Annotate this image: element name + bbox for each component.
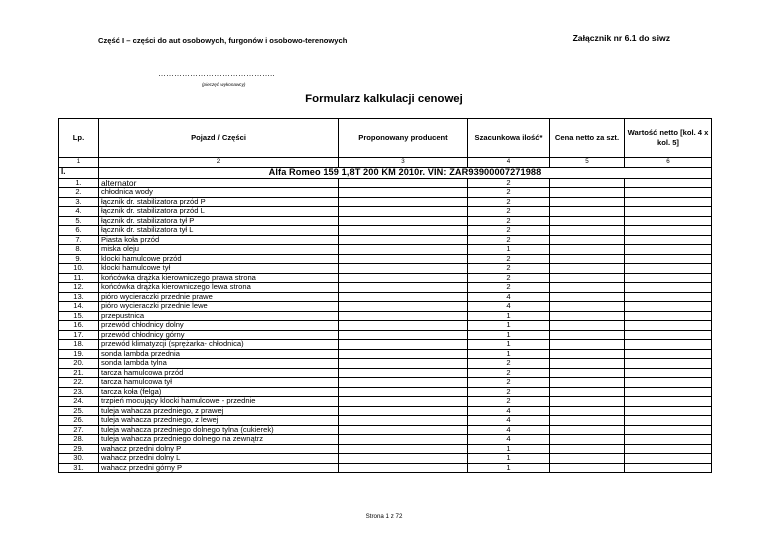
row-part-name: sonda lambda tylna — [99, 359, 339, 369]
row-producer-cell[interactable] — [339, 207, 468, 217]
row-net-value-cell[interactable] — [625, 397, 712, 407]
row-producer-cell[interactable] — [339, 292, 468, 302]
row-quantity: 1 — [468, 463, 550, 473]
table-row — [59, 425, 712, 435]
row-lp: 3. — [59, 197, 99, 207]
table-row — [59, 349, 712, 359]
row-part-name: alternator — [99, 178, 339, 188]
row-lp: 7. — [59, 235, 99, 245]
row-net-value-cell[interactable] — [625, 321, 712, 331]
row-quantity: 2 — [468, 273, 550, 283]
table-row — [59, 264, 712, 274]
row-producer-cell[interactable] — [339, 359, 468, 369]
row-lp: 14. — [59, 302, 99, 312]
row-lp: 17. — [59, 330, 99, 340]
col-number: 5 — [550, 158, 625, 168]
table-row — [59, 387, 712, 397]
row-part-name: końcówka drążka kierowniczego prawa strona — [99, 273, 339, 283]
row-producer-cell[interactable] — [339, 245, 468, 255]
row-quantity: 2 — [468, 359, 550, 369]
table-row — [59, 368, 712, 378]
table-row — [59, 207, 712, 217]
row-producer-cell[interactable] — [339, 226, 468, 236]
header-vehicle-parts: Pojazd / Części — [99, 119, 339, 158]
row-lp: 24. — [59, 397, 99, 407]
table-row — [59, 292, 712, 302]
row-lp: 19. — [59, 349, 99, 359]
row-unit-price-cell[interactable] — [550, 340, 625, 350]
row-quantity: 1 — [468, 245, 550, 255]
row-quantity: 2 — [468, 216, 550, 226]
row-lp: 5. — [59, 216, 99, 226]
row-quantity: 2 — [468, 264, 550, 274]
row-producer-cell[interactable] — [339, 283, 468, 293]
row-quantity: 4 — [468, 435, 550, 445]
price-calculation-table — [58, 118, 712, 473]
row-net-value-cell[interactable] — [625, 292, 712, 302]
row-lp: 20. — [59, 359, 99, 369]
row-part-name: wahacz przedni dolny P — [99, 444, 339, 454]
col-number: 4 — [468, 158, 550, 168]
table-row — [59, 463, 712, 473]
row-lp: 25. — [59, 406, 99, 416]
row-lp: 13. — [59, 292, 99, 302]
row-lp: 26. — [59, 416, 99, 426]
row-unit-price-cell[interactable] — [550, 359, 625, 369]
row-net-value-cell[interactable] — [625, 330, 712, 340]
table-row — [59, 273, 712, 283]
row-lp: 28. — [59, 435, 99, 445]
row-net-value-cell[interactable] — [625, 273, 712, 283]
section-number: I. — [59, 167, 99, 178]
row-unit-price-cell[interactable] — [550, 273, 625, 283]
table-row — [59, 235, 712, 245]
column-number-row — [59, 158, 712, 168]
row-lp: 23. — [59, 387, 99, 397]
row-part-name: wahacz przedni górny P — [99, 463, 339, 473]
row-lp: 6. — [59, 226, 99, 236]
row-unit-price-cell[interactable] — [550, 235, 625, 245]
row-producer-cell[interactable] — [339, 273, 468, 283]
row-quantity: 2 — [468, 368, 550, 378]
table-row — [59, 216, 712, 226]
row-part-name: przewód klimatyzcji (sprężarka- chłodnica) — [99, 340, 339, 350]
row-unit-price-cell[interactable] — [550, 397, 625, 407]
row-lp: 12. — [59, 283, 99, 293]
row-part-name: sonda lambda przednia — [99, 349, 339, 359]
row-unit-price-cell[interactable] — [550, 178, 625, 188]
row-lp: 31. — [59, 463, 99, 473]
row-net-value-cell[interactable] — [625, 216, 712, 226]
col-number: 3 — [339, 158, 468, 168]
row-unit-price-cell[interactable] — [550, 330, 625, 340]
table-row — [59, 444, 712, 454]
row-lp: 1. — [59, 178, 99, 188]
stamp-label: (pieczęć wykonawcy) — [202, 82, 246, 87]
row-part-name: klocki hamulcowe tył — [99, 264, 339, 274]
row-producer-cell[interactable] — [339, 264, 468, 274]
row-part-name: wahacz przedni dolny L — [99, 454, 339, 464]
row-unit-price-cell[interactable] — [550, 197, 625, 207]
table-row — [59, 254, 712, 264]
table-row — [59, 178, 712, 188]
row-net-value-cell[interactable] — [625, 387, 712, 397]
table-row — [59, 406, 712, 416]
row-quantity: 2 — [468, 178, 550, 188]
row-part-name: tuleja wahacza przedniego dolnego tylna (cukierek) — [99, 425, 339, 435]
row-lp: 10. — [59, 264, 99, 274]
row-part-name: łącznik dr. stabilizatora tył L — [99, 226, 339, 236]
row-net-value-cell[interactable] — [625, 378, 712, 388]
row-unit-price-cell[interactable] — [550, 387, 625, 397]
row-producer-cell[interactable] — [339, 321, 468, 331]
table-row — [59, 197, 712, 207]
table-row — [59, 188, 712, 198]
row-part-name: pióro wycieraczki przednie lewe — [99, 302, 339, 312]
header-producer: Proponowany producent — [339, 119, 468, 158]
row-unit-price-cell[interactable] — [550, 378, 625, 388]
row-net-value-cell[interactable] — [625, 454, 712, 464]
row-unit-price-cell[interactable] — [550, 292, 625, 302]
row-producer-cell[interactable] — [339, 188, 468, 198]
row-net-value-cell[interactable] — [625, 235, 712, 245]
table-row — [59, 283, 712, 293]
row-net-value-cell[interactable] — [625, 359, 712, 369]
row-unit-price-cell[interactable] — [550, 454, 625, 464]
row-net-value-cell[interactable] — [625, 368, 712, 378]
row-net-value-cell[interactable] — [625, 311, 712, 321]
row-unit-price-cell[interactable] — [550, 245, 625, 255]
row-producer-cell[interactable] — [339, 387, 468, 397]
row-unit-price-cell[interactable] — [550, 283, 625, 293]
row-lp: 22. — [59, 378, 99, 388]
row-net-value-cell[interactable] — [625, 435, 712, 445]
row-producer-cell[interactable] — [339, 425, 468, 435]
table-row — [59, 226, 712, 236]
row-part-name: tarcza hamulcowa tył — [99, 378, 339, 388]
row-part-name: tuleja wahacza przedniego, z lewej — [99, 416, 339, 426]
table-row — [59, 397, 712, 407]
vehicle-heading: Alfa Romeo 159 1,8T 200 KM 2010r. VIN: ZAR93900007271988 — [99, 167, 712, 178]
row-part-name: miska oleju — [99, 245, 339, 255]
row-net-value-cell[interactable] — [625, 283, 712, 293]
table-row — [59, 435, 712, 445]
table-row — [59, 416, 712, 426]
row-part-name: łącznik dr. stabilizatora przód P — [99, 197, 339, 207]
row-quantity: 1 — [468, 349, 550, 359]
row-producer-cell[interactable] — [339, 444, 468, 454]
row-net-value-cell[interactable] — [625, 197, 712, 207]
table-header-row — [59, 119, 712, 158]
table-row — [59, 302, 712, 312]
row-part-name: tarcza koła (felga) — [99, 387, 339, 397]
row-unit-price-cell[interactable] — [550, 188, 625, 198]
col-number: 2 — [99, 158, 339, 168]
header-lp: Lp. — [59, 119, 99, 158]
row-net-value-cell[interactable] — [625, 349, 712, 359]
form-title: Formularz kalkulacji cenowej — [305, 93, 463, 105]
col-number: 1 — [59, 158, 99, 168]
row-net-value-cell[interactable] — [625, 178, 712, 188]
row-lp: 30. — [59, 454, 99, 464]
row-part-name: przepustnica — [99, 311, 339, 321]
row-quantity: 4 — [468, 406, 550, 416]
row-lp: 29. — [59, 444, 99, 454]
row-net-value-cell[interactable] — [625, 444, 712, 454]
row-producer-cell[interactable] — [339, 330, 468, 340]
row-producer-cell[interactable] — [339, 435, 468, 445]
row-part-name: łącznik dr. stabilizatora przód L — [99, 207, 339, 217]
row-part-name: tarcza hamulcowa przód — [99, 368, 339, 378]
row-lp: 18. — [59, 340, 99, 350]
row-lp: 16. — [59, 321, 99, 331]
row-part-name: przewód chłodnicy górny — [99, 330, 339, 340]
row-quantity: 2 — [468, 235, 550, 245]
row-lp: 15. — [59, 311, 99, 321]
row-unit-price-cell[interactable] — [550, 349, 625, 359]
row-producer-cell[interactable] — [339, 178, 468, 188]
row-quantity: 1 — [468, 311, 550, 321]
row-lp: 4. — [59, 207, 99, 217]
row-net-value-cell[interactable] — [625, 416, 712, 426]
row-part-name: tuleja wahacza przedniego, z prawej — [99, 406, 339, 416]
row-producer-cell[interactable] — [339, 216, 468, 226]
row-quantity: 4 — [468, 425, 550, 435]
row-lp: 8. — [59, 245, 99, 255]
row-net-value-cell[interactable] — [625, 188, 712, 198]
table-row — [59, 340, 712, 350]
table-row — [59, 454, 712, 464]
row-part-name: łącznik dr. stabilizatora tył P — [99, 216, 339, 226]
row-quantity: 2 — [468, 387, 550, 397]
row-net-value-cell[interactable] — [625, 254, 712, 264]
row-unit-price-cell[interactable] — [550, 406, 625, 416]
row-quantity: 2 — [468, 188, 550, 198]
stamp-dotted-line: …………………………………….. — [158, 69, 275, 78]
row-producer-cell[interactable] — [339, 463, 468, 473]
table-row — [59, 245, 712, 255]
table-row — [59, 378, 712, 388]
row-lp: 2. — [59, 188, 99, 198]
row-net-value-cell[interactable] — [625, 245, 712, 255]
row-quantity: 1 — [468, 454, 550, 464]
row-unit-price-cell[interactable] — [550, 321, 625, 331]
row-part-name: pióro wycieraczki przednie prawe — [99, 292, 339, 302]
annex-label: Załącznik nr 6.1 do siwz — [572, 33, 670, 43]
header-net-value: Wartość netto [kol. 4 x kol. 5] — [625, 119, 712, 158]
table-row — [59, 330, 712, 340]
table-row — [59, 311, 712, 321]
row-quantity: 4 — [468, 302, 550, 312]
row-producer-cell[interactable] — [339, 197, 468, 207]
row-producer-cell[interactable] — [339, 416, 468, 426]
row-quantity: 1 — [468, 321, 550, 331]
page-number: Strona 1 z 72 — [365, 513, 403, 520]
row-part-name: tuleja wahacza przedniego dolnego na zewnątrz — [99, 435, 339, 445]
row-quantity: 2 — [468, 397, 550, 407]
row-producer-cell[interactable] — [339, 302, 468, 312]
row-quantity: 2 — [468, 283, 550, 293]
row-quantity: 2 — [468, 207, 550, 217]
row-part-name: chłodnica wody — [99, 188, 339, 198]
row-lp: 11. — [59, 273, 99, 283]
row-lp: 21. — [59, 368, 99, 378]
row-producer-cell[interactable] — [339, 254, 468, 264]
row-net-value-cell[interactable] — [625, 425, 712, 435]
row-net-value-cell[interactable] — [625, 264, 712, 274]
section-row — [59, 167, 712, 178]
row-producer-cell[interactable] — [339, 349, 468, 359]
row-unit-price-cell[interactable] — [550, 435, 625, 445]
row-part-name: końcówka drążka kierowniczego lewa strona — [99, 283, 339, 293]
row-quantity: 1 — [468, 444, 550, 454]
row-unit-price-cell[interactable] — [550, 311, 625, 321]
row-unit-price-cell[interactable] — [550, 254, 625, 264]
row-producer-cell[interactable] — [339, 235, 468, 245]
row-quantity: 2 — [468, 197, 550, 207]
row-producer-cell[interactable] — [339, 378, 468, 388]
header-quantity: Szacunkowa ilość* — [468, 119, 550, 158]
row-quantity: 2 — [468, 378, 550, 388]
col-number: 6 — [625, 158, 712, 168]
row-part-name: przewód chłodnicy dolny — [99, 321, 339, 331]
row-producer-cell[interactable] — [339, 311, 468, 321]
row-net-value-cell[interactable] — [625, 207, 712, 217]
row-producer-cell[interactable] — [339, 454, 468, 464]
row-quantity: 4 — [468, 292, 550, 302]
row-producer-cell[interactable] — [339, 397, 468, 407]
row-part-name: klocki hamulcowe przód — [99, 254, 339, 264]
row-unit-price-cell[interactable] — [550, 264, 625, 274]
row-producer-cell[interactable] — [339, 368, 468, 378]
row-quantity: 4 — [468, 416, 550, 426]
row-net-value-cell[interactable] — [625, 340, 712, 350]
row-quantity: 1 — [468, 330, 550, 340]
table-row — [59, 321, 712, 331]
row-unit-price-cell[interactable] — [550, 425, 625, 435]
row-unit-price-cell[interactable] — [550, 216, 625, 226]
row-part-name: Piasta koła przód — [99, 235, 339, 245]
row-net-value-cell[interactable] — [625, 463, 712, 473]
row-unit-price-cell[interactable] — [550, 368, 625, 378]
row-unit-price-cell[interactable] — [550, 416, 625, 426]
row-producer-cell[interactable] — [339, 406, 468, 416]
row-net-value-cell[interactable] — [625, 226, 712, 236]
document-section-heading: Część I – części do aut osobowych, furgonów i osobowo-terenowych — [98, 36, 348, 45]
header-unit-price: Cena netto za szt. — [550, 119, 625, 158]
row-quantity: 1 — [468, 340, 550, 350]
row-part-name: trzpień mocujący klocki hamulcowe - przednie — [99, 397, 339, 407]
row-unit-price-cell[interactable] — [550, 302, 625, 312]
row-unit-price-cell[interactable] — [550, 463, 625, 473]
row-quantity: 2 — [468, 254, 550, 264]
row-producer-cell[interactable] — [339, 340, 468, 350]
row-lp: 27. — [59, 425, 99, 435]
row-unit-price-cell[interactable] — [550, 207, 625, 217]
row-unit-price-cell[interactable] — [550, 226, 625, 236]
row-net-value-cell[interactable] — [625, 302, 712, 312]
row-unit-price-cell[interactable] — [550, 444, 625, 454]
row-lp: 9. — [59, 254, 99, 264]
table-row — [59, 359, 712, 369]
row-net-value-cell[interactable] — [625, 406, 712, 416]
row-quantity: 2 — [468, 226, 550, 236]
